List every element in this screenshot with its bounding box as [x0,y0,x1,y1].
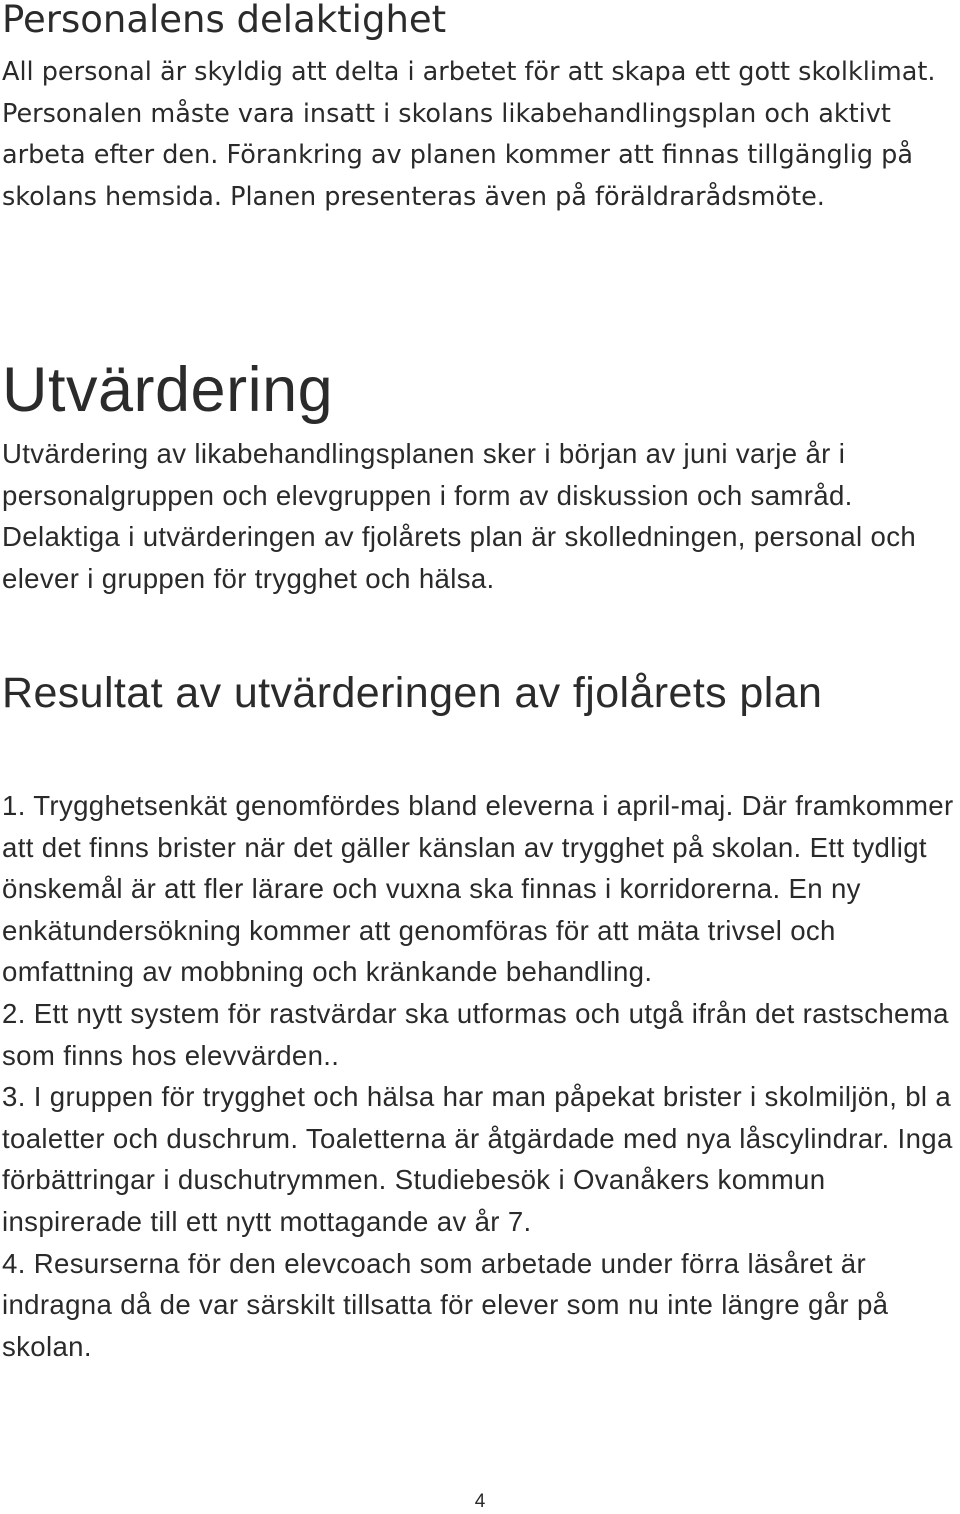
section-heading-utvardering: Utvärdering [2,355,334,425]
result-item-2: 2. Ett nytt system för rastvärdar ska utformas och utgå ifrån det rastschema som finns hos elevvärden.. [2,997,949,1071]
result-item-3: 3. I gruppen för trygghet och hälsa har man påpekat brister i skolmiljön, bl a toaletter och duschrum. Toaletterna är åtgärdade med nya låscylindrar. Inga förbättringar i duschutrymmen. Studiebesök i Ovanåkers kommun inspirerade till ett nytt mottagande av år 7. [2,1081,953,1237]
page-number: 4 [474,1491,486,1512]
section-heading-resultat: Resultat av utvärderingen av fjolårets plan [2,669,823,717]
result-item-1: 1. Trygghetsenkät genomfördes bland eleverna i april-maj. Där framkommer att det finns brister när det gäller känslan av trygghet på skolan. Ett tydligt önskemål är att fler lärare och vuxna ska finnas i korridorerna. En ny enkätundersökning kommer att genomföras för att mäta trivsel och omfattning av mobbning och kränkande behandling. [2,790,954,988]
result-item-4: 4. Resurserna för den elevcoach som arbetade under förra läsåret är indragna då de var särskilt tillsatta för elever som nu inte längre går på skolan. [2,1247,889,1362]
result-list [2,785,958,1367]
section-heading-personalens-delaktighet: Personalens delaktighet [2,0,447,41]
section-text-personalens-delaktighet: All personal är skyldig att delta i arbetet för att skapa ett gott skolklimat. Personalen måste vara insatt i skolans likabehandlingsplan och aktivt arbeta efter den. Förankring av planen kommer att finnas tillgänglig på skolans hemsida. Planen presenteras även på föräldrarådsmöte. [2,57,936,212]
section-text-utvardering: Utvärdering av likabehandlingsplanen sker i början av juni varje år i personalgruppen och elevgruppen i form av diskussion och samråd. Delaktiga i utvärderingen av fjolårets plan är skolledningen, personal och elever i gruppen för trygghet och hälsa. [2,438,917,594]
